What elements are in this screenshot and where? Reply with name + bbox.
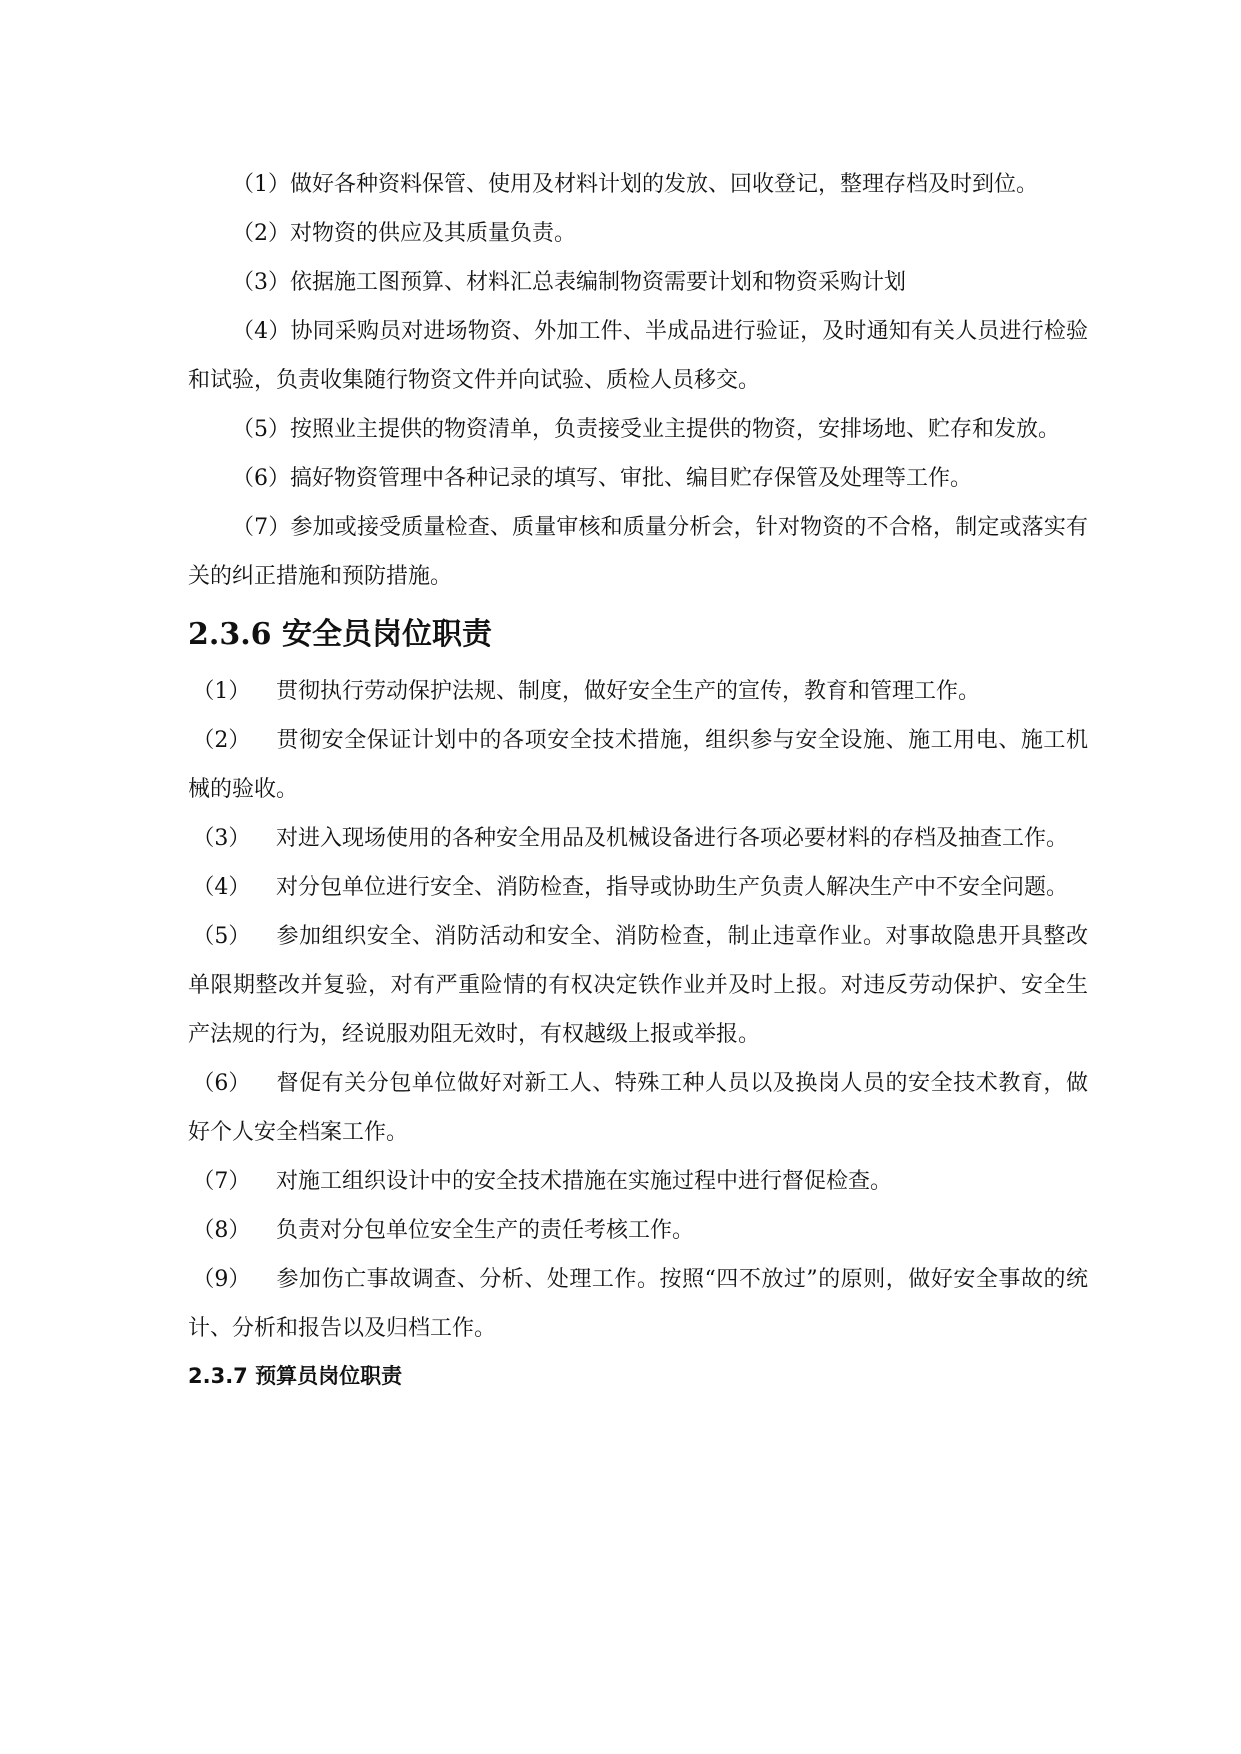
item-text: 贯彻安全保证计划中的各项安全技术措施，组织参与安全设施、施工用电、施工机械的验收。 (188, 728, 1088, 802)
section-safety-duties (188, 667, 1088, 1353)
item-text: 参加伤亡事故调查、分析、处理工作。按照“四不放过”的原则，做好安全事故的统计、分析和报告以及归档工作。 (188, 1267, 1088, 1341)
list-item: （5）按照业主提供的物资清单，负责接受业主提供的物资，安排场地、贮存和发放。 (232, 417, 1060, 442)
item-label: （8） (192, 1218, 251, 1243)
list-item (188, 1157, 1088, 1206)
list-item: （7）参加或接受质量检查、质量审核和质量分析会，针对物资的不合格，制定或落实有关的纠正措施和预防措施。 (188, 515, 1088, 589)
document-page (188, 160, 1088, 1399)
item-label: （1） (192, 679, 251, 704)
item-text: 对施工组织设计中的安全技术措施在实施过程中进行督促检查。 (275, 1169, 892, 1194)
list-item: （6）搞好物资管理中各种记录的填写、审批、编目贮存保管及处理等工作。 (232, 466, 972, 491)
list-item: （1）做好各种资料保管、使用及材料计划的发放、回收登记，整理存档及时到位。 (232, 172, 1038, 197)
item-text: 贯彻执行劳动保护法规、制度，做好安全生产的宣传，教育和管理工作。 (275, 679, 980, 704)
item-label: （5） (192, 924, 251, 949)
item-label: （2） (192, 728, 251, 753)
list-item (188, 1255, 1088, 1353)
item-label: （4） (192, 875, 251, 900)
list-item (188, 716, 1088, 814)
list-item (188, 912, 1088, 1059)
list-item (188, 863, 1088, 912)
item-label: （9） (192, 1267, 251, 1292)
list-item: （3）依据施工图预算、材料汇总表编制物资需要计划和物资采购计划 (232, 270, 906, 295)
list-item: （4）协同采购员对进场物资、外加工件、半成品进行验证，及时通知有关人员进行检验和试验，负责收集随行物资文件并向试验、质检人员移交。 (188, 319, 1088, 393)
section-heading-budget-officer: 2.3.7 预算员岗位职责 (188, 1364, 403, 1388)
item-text: 对分包单位进行安全、消防检查，指导或协助生产负责人解决生产中不安全问题。 (275, 875, 1068, 900)
list-item (188, 814, 1088, 863)
item-label: （3） (192, 826, 251, 851)
list-item: （2）对物资的供应及其质量负责。 (232, 221, 576, 246)
list-item (188, 1059, 1088, 1157)
item-text: 督促有关分包单位做好对新工人、特殊工种人员以及换岗人员的安全技术教育，做好个人安全档案工作。 (188, 1071, 1088, 1145)
section-material-duties (188, 160, 1088, 601)
list-item (188, 1206, 1088, 1255)
item-text: 对进入现场使用的各种安全用品及机械设备进行各项必要材料的存档及抽查工作。 (275, 826, 1068, 851)
item-text: 参加组织安全、消防活动和安全、消防检查，制止违章作业。对事故隐患开具整改单限期整改并复验，对有严重险情的有权决定铁作业并及时上报。对违反劳动保护、安全生产法规的行为，经说服劝阻无效时，有权越级上报或举报。 (188, 924, 1088, 1047)
item-label: （7） (192, 1169, 251, 1194)
item-label: （6） (192, 1071, 251, 1096)
item-text: 负责对分包单位安全生产的责任考核工作。 (275, 1218, 694, 1243)
list-item (188, 667, 1088, 716)
section-heading-safety-officer: 2.3.6 安全员岗位职责 (188, 617, 492, 652)
